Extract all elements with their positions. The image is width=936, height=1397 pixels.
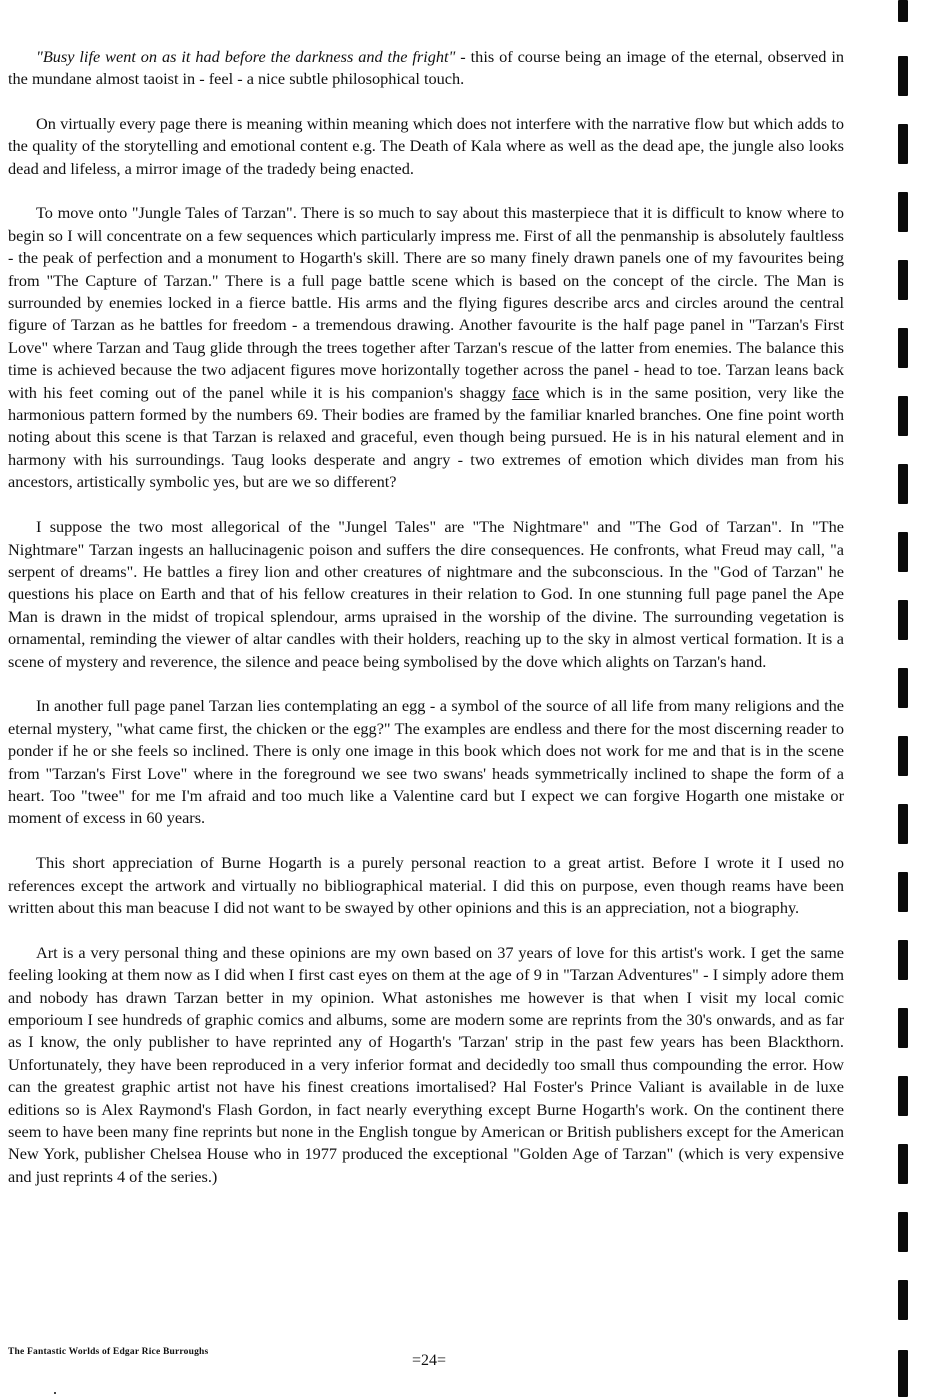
binding-mark [898, 804, 908, 844]
paragraph-1 [8, 46, 844, 91]
binding-mark [898, 940, 908, 980]
binding-mark [898, 1008, 908, 1048]
binding-mark [898, 464, 908, 504]
document-page [8, 46, 844, 1211]
paragraph-3-text-before: To move onto "Jungle Tales of Tarzan". There is so much to say about this masterpiece that it is difficult to know where to begin so I will concentrate on a few sequences which particularly impress me. First of all the penmanship is absolutely faultless - the peak of perfection and a monument to Hogarth's skill. There are so many finely drawn panels one of my favourites being from "The Capture of Tarzan." There is a full page battle scene which is based on the concept of the circle. The Man is surrounded by enemies locked in a fierce battle. His arms and the flying figures describe arcs and circles around the central figure of Tarzan as he battles for freedom - a tremendous drawing. Another favourite is the half page panel in "Tarzan's First Love" where Tarzan and Taug glide through the trees together after Tarzan's rescue of the latter from enemies. The balance this time is achieved because the two adjacent figures move horizontally together across the panel - head to toe. Tarzan leans back with his feet coming out of the panel while it is his companion's shaggy [8, 203, 844, 402]
binding-mark [898, 328, 908, 368]
binding-mark [898, 736, 908, 776]
scan-speck [54, 1392, 56, 1394]
binding-mark [898, 396, 908, 436]
paragraph-3 [8, 202, 844, 493]
binding-mark [898, 1076, 908, 1116]
paragraph-6: This short appreciation of Burne Hogarth is a purely personal reaction to a great artist. Before I wrote it I used no references except the artwork and virtually no bibliographical material. I did this on purpose, even though reams have been written about this man beacuse I did not want to be swayed by other opinions and this is an appreciation, not a biography. [8, 853, 844, 917]
binding-mark [898, 56, 908, 96]
paragraph-7: Art is a very personal thing and these opinions are my own based on 37 years of love for this artist's work. I get the same feeling looking at them now as I did when I first cast eyes on them at the age of 9 in "Tarzan Adventures" - I simply adore them and nobody has drawn Tarzan better in my opinion. What astonishes me however is that when I visit my local comic emporioum I see hundreds of graphic comics and albums, some are modern some are reprints from the 30's onwards, and as far as I know, the only publisher to have reprinted any of Hogarth's 'Tarzan' strip in the past few years has been Blackthorn. Unfortunately, they have been reproduced in a very inferior format and decidedly too small thus compounding the error. How can the greatest graphic artist not have his finest creations imortalised? Hal Foster's Prince Valiant is available in de luxe editions so is Alex Raymond's Flash Gordon, in fact nearly everything except Burne Hogarth's work. On the continent there seem to have been many fine reprints but none in the English tongue by American or British publishers except for the American New York, publisher Chelsea House who in 1977 produced the exceptional "Golden Age of Tarzan" (which is very expensive and just reprints 4 of the series.) [8, 942, 844, 1186]
paragraph-5: In another full page panel Tarzan lies contemplating an egg - a symbol of the source of all life from many religions and the eternal mystery, "what came first, the chicken or the egg?" The examples are endless and there for the most discerning reader to ponder if he or she feels so inclined. There is only one image in this book which does not work for me and that is in the scene from "Tarzan's First Love" where in the foreground we see two swans' heads symmetrically inclined to shape the form of a heart. Too "twee" for me I'm afraid and too much like a Valentine card but I expect we can forgive Hogarth one mistake or moment of excess in 60 years. [8, 696, 844, 828]
quote-text: "Busy life went on as it had before the darkness and the fright" [36, 47, 456, 66]
binding-mark [898, 1212, 908, 1252]
binding-mark [898, 532, 908, 572]
binding-mark [898, 1280, 908, 1320]
binding-mark [898, 1144, 908, 1184]
binding-mark [898, 260, 908, 300]
paragraph-2: On virtually every page there is meaning within meaning which does not interfere with the narrative flow but which adds to the quality of the storytelling and emotional content e.g. The Death of Kala where as well as the dead ape, the jungle also looks dead and lifeless, a mirror image of the tradedy being enacted. [8, 113, 844, 178]
paragraph-1-text: - this of course being an image of the eternal, observed in the mundane almost taoist in - feel - a nice subtle philosophical touch. [8, 47, 844, 89]
paragraph-4: I suppose the two most allegorical of the "Jungel Tales" are "The Nightmare" and "The God of Tarzan". In "The Nightmare" Tarzan ingests an hallucinagenic poison and suffers the dire consequences. He confronts, what Freud may call, "a serpent of dreams". He battles a firey lion and other creatures of nightmare and the subconscious. In the "God of Tarzan" he questions his place on Earth and that of his fellow creatures in their relation to God. In one stunning full page panel the Ape Man is drawn in the midst of tropical splendour, arms upraised in the worship of the divine. The surrounding vegetation is ornamental, reminding the viewer of altar candles with their holders, reaching up to the sky in almost vertical formation. It is a scene of mystery and reverence, the silence and peace being symbolised by the dove which alights on Tarzan's hand. [8, 517, 844, 671]
binding-marks [898, 0, 918, 1397]
publication-title: The Fantastic Worlds of Edgar Rice Burroughs [8, 1347, 209, 1357]
paragraph-3-text-after: which is in the same position, very like the harmonious pattern formed by the numbers 69. Their bodies are framed by the familiar knarled branches. One fine point worth noting about this scene is that Tarzan is relaxed and graceful, even though being pursued. He is in his natural element and in harmony with his surroundings. Taug looks desperate and angry - two extremes of emotion which divides man from his ancestors, artistically symbolic yes, but are we so different? [8, 382, 845, 492]
binding-mark [898, 192, 908, 232]
underlined-word: face [512, 382, 540, 402]
binding-mark [898, 0, 908, 22]
binding-mark [898, 124, 908, 164]
binding-mark [898, 1350, 908, 1397]
page-number: =24= [412, 1352, 447, 1369]
binding-mark [898, 668, 908, 708]
binding-mark [898, 600, 908, 640]
binding-mark [898, 872, 908, 912]
